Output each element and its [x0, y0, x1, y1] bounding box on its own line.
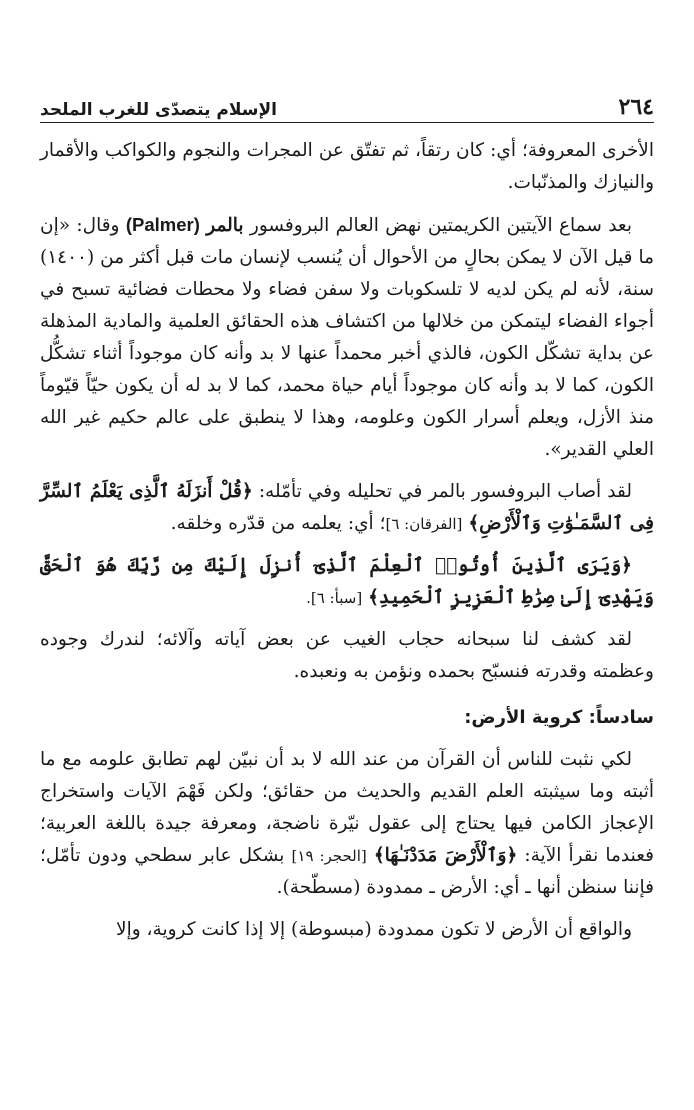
name-latin: (Palmer) — [125, 214, 200, 235]
paragraph-3-before: لقد أصاب البروفسور بالمر في تحليله وفي تأمّله: — [258, 481, 632, 502]
verse-citation-3: [الحجر: ١٩] — [291, 847, 367, 865]
quran-verse-2: ﴿وَيَرَى ٱلَّذِينَ أُوتُوا۟ ٱلْعِلْمَ ٱلَّذِىٓ أُنزِلَ إِلَيْكَ مِن رَّبِّكَ هُوَ ٱلْحَقَّ وَيَهْدِىٓ إِلَىٰ صِرَٰطِ ٱلْعَزِيزِ ٱلْحَمِيدِ﴾ — [40, 555, 654, 608]
page-number: ٢٦٤ — [618, 94, 654, 120]
verse-citation-1: [الفرقان: ٦] — [385, 515, 463, 533]
paragraph-3 — [40, 476, 654, 540]
quran-verse-3: ﴿وَٱلْأَرْضَ مَدَدْنَـٰهَا﴾ — [373, 845, 518, 866]
paragraph-3-after: ؛ أي: يعلمه من قدّره وخلقه. — [170, 513, 386, 534]
paragraph-6-before: لكي نثبت للناس أن القرآن من عند الله لا بد أن نبيّن لهم تطابق علومه مع ما أثبته وما سيثبته العلم القديم والحديث من حقائق؛ ولكن فَهْمَ الآيات واستخراج الإعجاز الكامن فيها يحتاج إلى عقول نيّرة ناضجة، ومعرفة جيدة باللغة العربية؛ فعندما نقرأ الآية: — [40, 749, 654, 866]
verse-citation-2: [سبأ: ٦]. — [306, 589, 363, 607]
paragraph-2 — [40, 209, 654, 466]
page-body — [40, 135, 654, 946]
paragraph-5: لقد كشف لنا سبحانه حجاب الغيب عن بعض آياته وآلائه؛ لندرك وجوده وعظمته وقدرته فنسبّح بحمده ونؤمن به ونعبده. — [40, 629, 654, 682]
paragraph-7: والواقع أن الأرض لا تكون ممدودة (مبسوطة) إلا إذا كانت كروية، وإلا — [116, 919, 632, 940]
section-heading: سادساً: كروية الأرض: — [464, 707, 654, 728]
paragraph-6 — [40, 744, 654, 904]
paragraph-6-after: بشكل عابر سطحي ودون تأمّل؛ فإننا سنظن أنها ـ أي: الأرض ـ ممدودة (مسطّحة). — [40, 845, 654, 898]
paragraph-2-body: وقال: «إن ما قيل الآن لا يمكن بحالٍ من الأحوال أن يُنسب لإنسان مات قبل أكثر من (١٤٠٠) سنة، لأنه لم يكن لديه لا تلسكوبات ولا سفن فضاء ولا محطات فضائية تسبح في أجواء الفضاء ليتمكن من خلالها من اكتشاف هذه الحقائق العلمية والمادية المذهلة عن بداية تشكّل الكون، فالذي أخبر محمداً عنها لا بد وأنه كان موجوداً أثناء تشكُّل الكون، كما لا بد وأنه كان موجوداً أيام حياة محمد، كما لا بد له أن يكون حيّاً قيّوماً منذ الأزل، ويعلم أسرار الكون وعلومه، وهذا لا ينطبق على عالم حكيم غير الله العلي القدير». — [40, 215, 654, 460]
paragraph-1: الأخرى المعروفة؛ أي: كان رتقاً، ثم تفتّق عن المجرات والنجوم والكواكب والأقمار والنيازك والمذنّبات. — [40, 140, 654, 193]
page-header — [40, 80, 654, 123]
paragraph-2-intro: بعد سماع الآيتين الكريمتين نهض العالم البروفسور — [249, 215, 633, 236]
running-title: الإسلام يتصدّى للغرب الملحد — [40, 100, 277, 120]
book-page — [40, 80, 654, 956]
paragraph-4 — [40, 550, 654, 614]
quran-verse-1: ﴿قُلْ أَنزَلَهُ ٱلَّذِى يَعْلَمُ ٱلسِّرَّ فِى ٱلسَّمَـٰوَٰتِ وَٱلْأَرْضِ﴾ — [40, 481, 654, 534]
name-arabic: بالمر — [206, 215, 244, 236]
